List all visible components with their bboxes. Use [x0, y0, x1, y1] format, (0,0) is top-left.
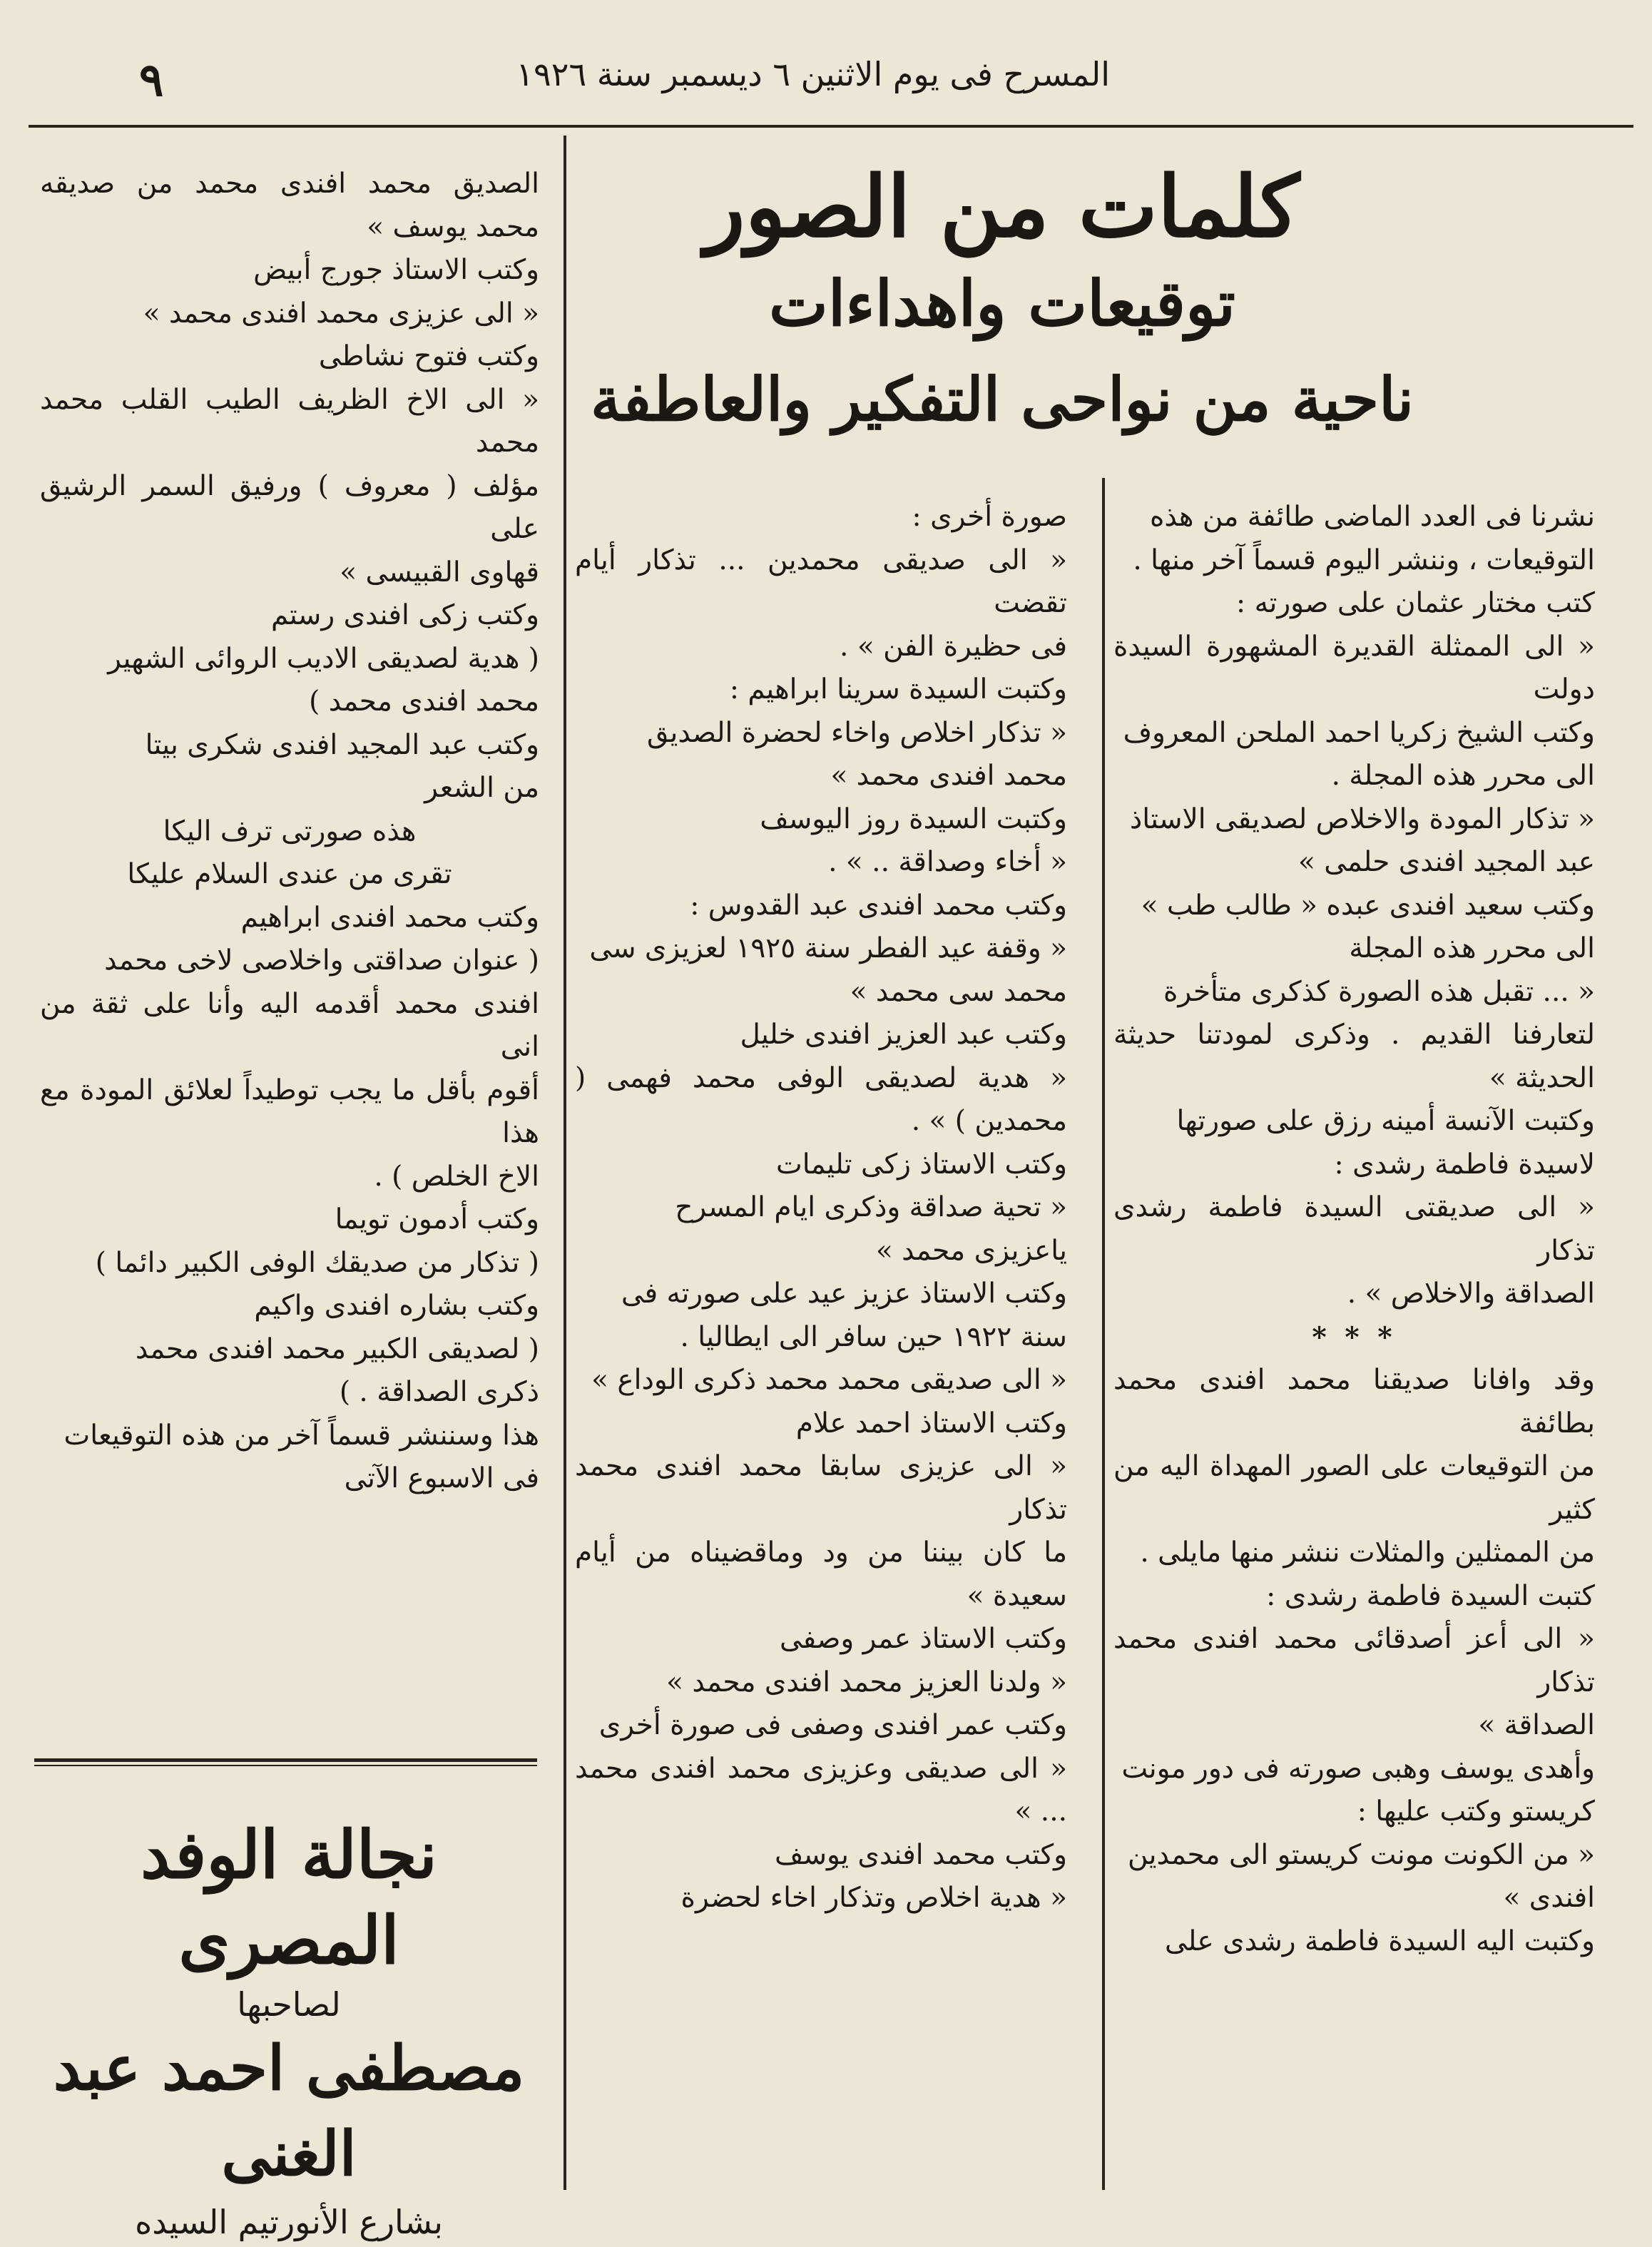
text-line: ( عنوان صداقتى واخلاصى لاخى محمد	[104, 944, 539, 977]
text-line: ( تذكار من صديقك الوفى الكبير دائما )	[95, 1246, 539, 1279]
text-line: وكتبت السيدة سرينا ابراهيم :	[729, 673, 1067, 705]
text-line: من التوقيعات على الصور المهداة اليه من كثير	[1113, 1450, 1595, 1526]
text-line: « ولدنا العزيز محمد افندى محمد »	[666, 1666, 1067, 1698]
running-head: المسرح فى يوم الاثنين ٦ ديسمبر سنة ١٩٢٦	[516, 55, 1110, 93]
text-line: ( هدية لصديقى الاديب الروائى الشهير	[108, 642, 539, 675]
article-subtitle: توقيعات واهداءات	[769, 266, 1235, 340]
text-line: مؤلف ( معروف ) ورفيق السمر الرشيق على	[40, 469, 539, 545]
text-line: لتعارفنا القديم . وذكرى لمودتنا حديثة الحديثة »	[1113, 1019, 1595, 1094]
text-line: وكتب الاستاذ جورج أبيض	[253, 254, 539, 286]
text-line: وكتب أدمون تويما	[335, 1203, 539, 1235]
text-line: ذكرى الصداقة . )	[339, 1376, 539, 1408]
article-deck: ناحية من نواحى التفكير والعاطفة	[590, 364, 1414, 434]
text-line: وكتب محمد افندى عبد القدوس :	[690, 889, 1067, 922]
text-line: سنة ١٩٢٢ حين سافر الى ايطاليا .	[680, 1320, 1067, 1353]
text-line: الصديق محمد افندى محمد من صديقه محمد يوسف »	[40, 168, 539, 243]
section-separator: * * *	[1312, 1320, 1397, 1354]
text-line: كتبت السيدة فاطمة رشدى :	[1266, 1579, 1595, 1612]
text-line: وكتب محمد افندى ابراهيم	[240, 901, 539, 934]
text-line: « الى عزيزى سابقا محمد افندى محمد تذكار	[575, 1450, 1067, 1526]
text-line: « الى الاخ الظريف الطيب القلب محمد محمد	[40, 383, 539, 459]
text-line: وكتب عبد المجيد افندى شكرى بيتا	[145, 728, 539, 761]
text-line: فى حظيرة الفن » .	[840, 630, 1067, 663]
text-line: وكتب زكى افندى رستم	[270, 599, 539, 631]
text-line: « تحية صداقة وذكرى ايام المسرح	[675, 1191, 1067, 1223]
text-line: افندى »	[1503, 1882, 1595, 1914]
text-line: عبد المجيد افندى حلمى »	[1298, 846, 1595, 878]
text-line: « الى الممثلة القديرة المشهورة السيدة دولت	[1113, 630, 1595, 705]
text-line: التوقيعات ، وننشر اليوم قسماً آخر منها .	[1133, 544, 1595, 576]
text-line: كتب مختار عثمان على صورته :	[1236, 587, 1595, 619]
text-line: « من الكونت مونت كريستو الى محمدين	[1127, 1838, 1595, 1871]
column-left	[40, 163, 539, 1501]
text-line: محمد افندى محمد »	[830, 760, 1067, 792]
text-line: « ... تقبل هذه الصورة كذكرى متأخرة	[1163, 975, 1595, 1008]
text-line: وكتب الاستاذ عمر وصفى	[780, 1623, 1067, 1655]
text-line: وكتب فتوح نشاطى	[318, 340, 539, 372]
text-line: ما كان بيننا من ود وماقضيناه من أيام سعيدة »	[575, 1537, 1067, 1612]
text-line: أقوم بأقل ما يجب توطيداً لعلائق المودة مع هذا	[40, 1074, 539, 1149]
text-line: « الى عزيزى محمد افندى محمد »	[143, 297, 539, 330]
text-line: افندى محمد أقدمه اليه وأنا على ثقة من انى	[40, 987, 539, 1063]
text-line: صورة أخرى :	[912, 501, 1067, 533]
text-line: محمد افندى محمد )	[309, 686, 539, 718]
text-line: قهاوى القبيسى »	[340, 556, 539, 588]
text-line: كريستو وكتب عليها :	[1357, 1795, 1595, 1828]
text-line: من الممثلين والمثلات ننشر منها مايلى .	[1140, 1537, 1595, 1569]
text-line: الى محرر هذه المجلة	[1349, 932, 1595, 964]
text-line: نشرنا فى العدد الماضى طائفة من هذه	[1149, 501, 1595, 533]
text-line: وقد وافانا صديقنا محمد افندى محمد بطائفة	[1113, 1364, 1595, 1440]
header-rule	[29, 125, 1633, 128]
advert-owner-name: مصطفى احمد عبد الغنى	[53, 2032, 525, 2190]
advert-shop-name: نجالة الوفد المصرى	[141, 1816, 437, 1979]
column-rule-left	[564, 136, 566, 2190]
text-line: وكتب بشاره افندى واكيم	[254, 1290, 539, 1322]
poem-line: هذه صورتى ترف اليكا	[163, 815, 417, 847]
text-line: الصداقة والاخلاص » .	[1347, 1278, 1595, 1310]
text-line: « هدية لصديقى الوفى محمد فهمى ( محمدين ) » .	[575, 1061, 1067, 1137]
text-line: الصداقة »	[1478, 1709, 1595, 1741]
text-line: ( لصديقى الكبير محمد افندى محمد	[135, 1333, 539, 1365]
text-line: وأهدى يوسف وهبى صورته فى دور مونت	[1121, 1752, 1595, 1785]
text-line: هذا وسننشر قسماً آخر من هذه التوقيعات	[63, 1419, 539, 1452]
text-line: « الى صديقى وعزيزى محمد افندى محمد ... »	[575, 1752, 1067, 1828]
column-right	[1113, 496, 1595, 1963]
text-line: « وقفة عيد الفطر سنة ١٩٢٥ لعزيزى سى	[589, 932, 1067, 964]
text-line: من الشعر	[424, 772, 539, 804]
text-line: وكتبت السيدة روز اليوسف	[760, 802, 1067, 835]
advert-divider-thin	[34, 1765, 537, 1766]
text-line: « الى صديقى محمدين ... تذكار أيام تقضت	[575, 544, 1067, 619]
column-rule-right	[1102, 478, 1105, 2190]
text-line: « هدية اخلاص وتذكار اخاء لحضرة	[680, 1882, 1067, 1914]
text-line: وكتب الاستاذ احمد علام	[795, 1407, 1067, 1440]
text-line: « أخاء وصداقة .. » .	[828, 846, 1067, 878]
text-line: وكتب عبد العزيز افندى خليل	[740, 1019, 1067, 1051]
text-line: فى الاسبوع الآتى	[344, 1462, 539, 1494]
text-line: « الى أعز أصدقائى محمد افندى محمد تذكار	[1113, 1623, 1595, 1698]
text-line: محمد سى محمد »	[850, 975, 1067, 1008]
text-line: الاخ الخلص ) .	[374, 1160, 539, 1193]
text-line: وكتبت الآنسة أمينه رزق على صورتها	[1176, 1105, 1595, 1137]
advertisement	[43, 1812, 535, 2247]
article-title-block	[571, 153, 1434, 453]
page-number: ٩	[139, 54, 164, 107]
text-line: ياعزيزى محمد »	[875, 1234, 1067, 1267]
text-line: لاسيدة فاطمة رشدى :	[1334, 1148, 1595, 1181]
text-line: « الى صديقتى السيدة فاطمة رشدى تذكار	[1113, 1191, 1595, 1267]
column-middle	[575, 496, 1067, 1920]
poem-line: تقرى من عندى السلام عليكا	[127, 858, 452, 890]
text-line: وكتبت اليه السيدة فاطمة رشدى على	[1164, 1925, 1595, 1957]
text-line: وكتب سعيد افندى عبده « طالب طب »	[1141, 889, 1595, 922]
text-line: وكتب الاستاذ زكى تليمات	[775, 1148, 1067, 1181]
advert-divider	[34, 1758, 537, 1762]
text-line: الى محرر هذه المجلة .	[1331, 760, 1595, 792]
text-line: وكتب عمر افندى وصفى فى صورة أخرى	[598, 1709, 1067, 1741]
text-line: « الى صديقى محمد محمد ذكرى الوداع »	[591, 1364, 1067, 1396]
advert-owner-label: لصاحبها	[237, 1985, 341, 2024]
text-line: وكتب الاستاذ عزيز عيد على صورته فى	[621, 1278, 1067, 1310]
text-line: « تذكار اخلاص واخاء لحضرة الصديق	[646, 716, 1067, 749]
article-title: كلمات من الصور	[704, 157, 1300, 256]
text-line: وكتب محمد افندى يوسف	[774, 1838, 1067, 1871]
advert-address: بشارع الأنورتيم السيده	[135, 2203, 443, 2241]
page-header	[0, 39, 1652, 118]
text-line: « تذكار المودة والاخلاص لصديقى الاستاذ	[1129, 802, 1595, 835]
text-line: وكتب الشيخ زكريا احمد الملحن المعروف	[1123, 716, 1595, 749]
